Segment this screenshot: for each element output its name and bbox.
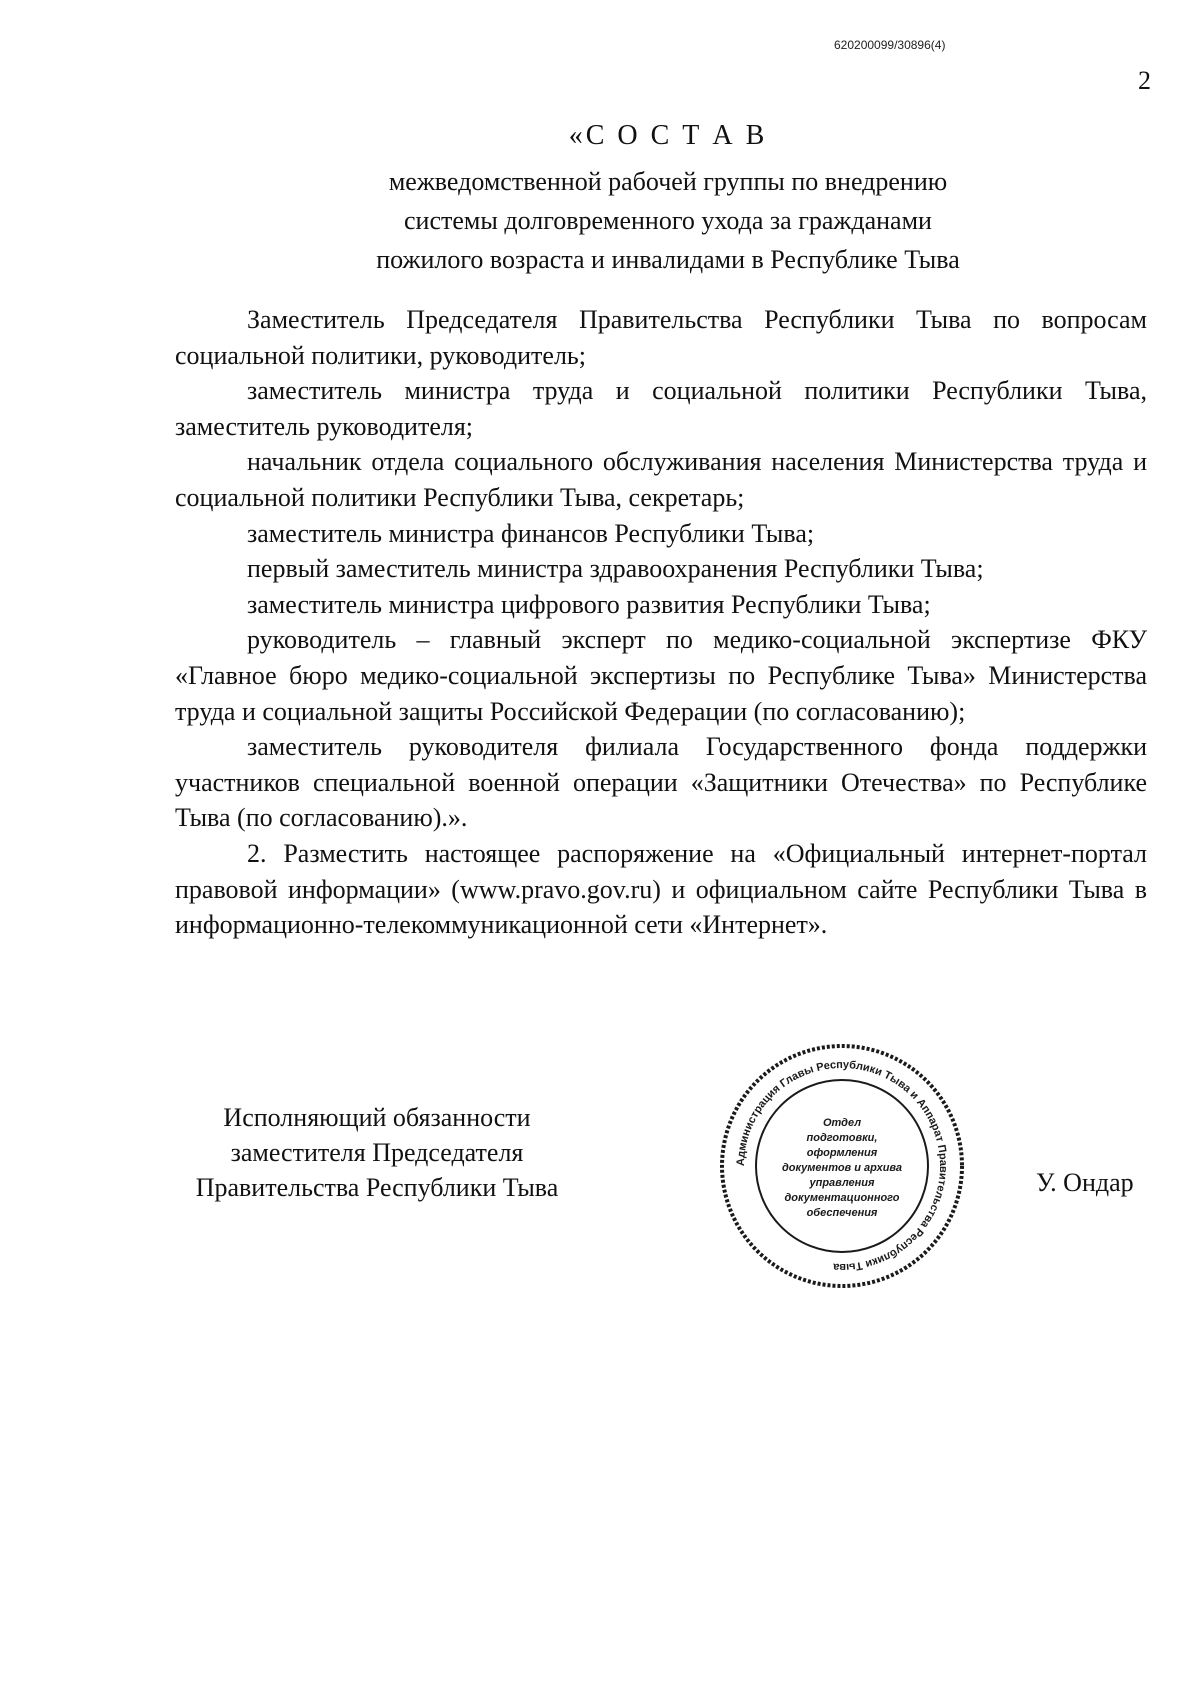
document-number: 620200099/30896(4) <box>834 38 946 52</box>
member-paragraph: заместитель министра финансов Республики Тыва; <box>247 518 815 548</box>
signatory-position-line: заместителя Председателя <box>230 1138 524 1167</box>
official-seal <box>718 1042 966 1290</box>
signatory-position <box>172 1100 582 1205</box>
signatory-name: У. Ондар <box>1036 1168 1134 1197</box>
seal-center-line: документационного <box>784 1192 900 1204</box>
seal-center-line: Отдел <box>822 1117 862 1129</box>
signatory-position-line: Исполняющий обязанности <box>223 1103 531 1132</box>
member-paragraph: заместитель руководителя филиала Государственного фонда поддержки участников специальной военной операции «Защитники Отечества» по Республике Тыва (по согласованию).». <box>175 732 1147 833</box>
page-number: 2 <box>1138 66 1151 95</box>
seal-center-line: обеспечения <box>806 1207 878 1219</box>
document-subtitle <box>0 162 1200 279</box>
member-paragraph: Заместитель Председателя Правительства Республики Тыва по вопросам социальной политики, руководитель; <box>175 305 1147 370</box>
document-title: «С О С Т А В <box>568 120 768 151</box>
subtitle-line: межведомственной рабочей группы по внедрению <box>388 167 948 196</box>
member-paragraph: руководитель – главный эксперт по медико-социальной экспертизе ФКУ «Главное бюро медико-социальной экспертизы по Республике Тыва» Министерства труда и социальной защиты Российской Федерации (по согласованию); <box>175 625 1147 726</box>
seal-ring-text: Администрация Главы Республики Тыва и Аппарат Правительства Республики Тыва <box>734 1058 950 1274</box>
publication-clause: 2. Разместить настоящее распоряжение на «Официальный интернет-портал правовой информации» (www.pravo.gov.ru) и официальном сайте Республики Тыва в информационно-телекоммуникационной сети «Интернет». <box>175 838 1147 940</box>
seal-center-line: подготовки, <box>806 1132 878 1144</box>
subtitle-line: пожилого возраста и инвалидами в Республике Тыва <box>376 245 960 274</box>
member-paragraph: заместитель министра труда и социальной политики Республики Тыва, заместитель руководителя; <box>175 376 1147 441</box>
seal-center-line: оформления <box>806 1147 878 1159</box>
signatory-position-line: Правительства Республики Тыва <box>195 1173 559 1202</box>
member-paragraph: первый заместитель министра здравоохранения Республики Тыва; <box>247 554 984 584</box>
subtitle-line: системы долговременного ухода за гражданами <box>404 206 932 235</box>
document-body <box>175 302 1147 943</box>
seal-center-line: управления <box>809 1177 875 1189</box>
member-paragraph: заместитель министра цифрового развития Республики Тыва; <box>247 589 931 619</box>
seal-center-line: документов и архива <box>781 1162 903 1174</box>
member-paragraph: начальник отдела социального обслуживания населения Министерства труда и социальной политики Республики Тыва, секретарь; <box>175 447 1147 512</box>
